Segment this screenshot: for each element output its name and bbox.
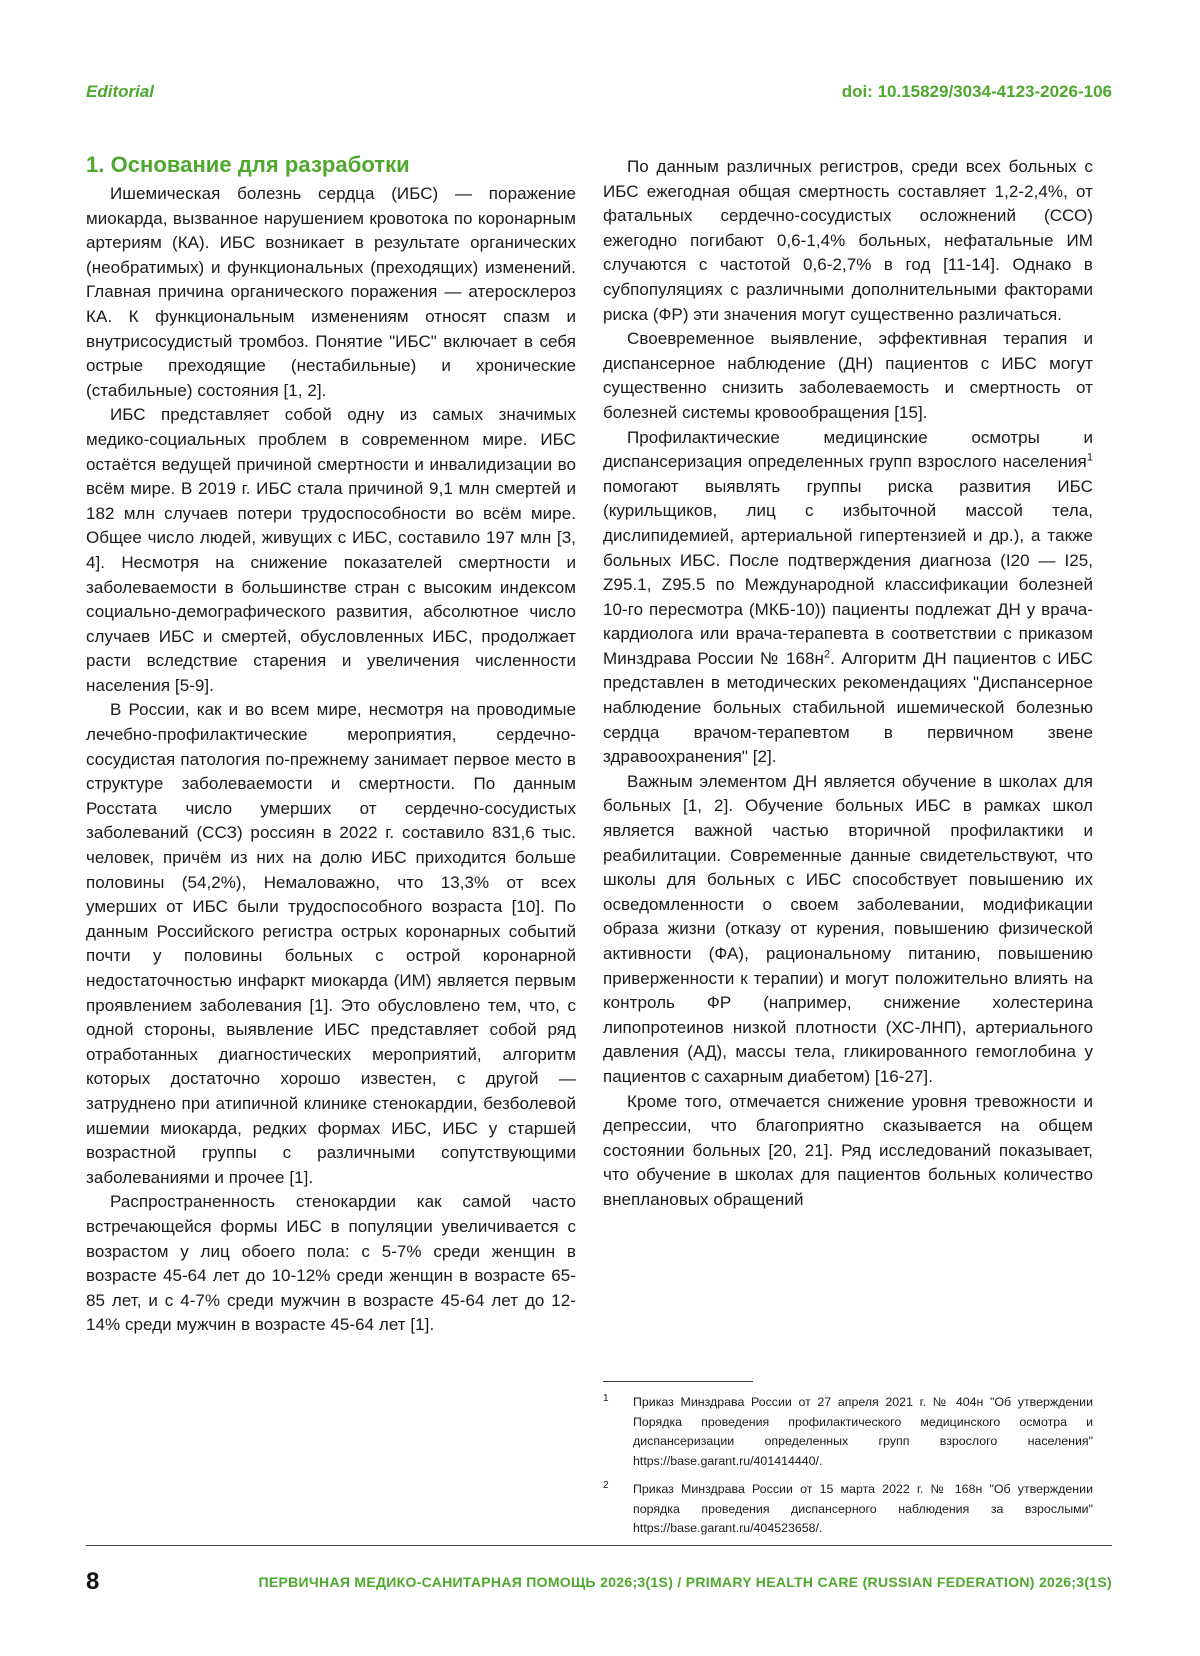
left-column [86,152,576,1338]
journal-title: ПЕРВИЧНАЯ МЕДИКО-САНИТАРНАЯ ПОМОЩЬ 2026;3(1S) / PRIMARY HEALTH CARE (RUSSIAN FEDERATION) 2026;3(1S) [258,1574,1112,1590]
paragraph: В России, как и во всем мире, несмотря на проводимые лечебно-профилактические мероприятия, сердечно-сосудистая патология по-прежнему занимает первое место в структуре заболеваемости и смертности. По данным Росстата число умерших от сердечно-сосудистых заболеваний (ССЗ) россиян в 2022 г. составило 831,6 тыс. человек, причём из них на долю ИБС приходится больше половины (54,2%), Немаловажно, что 13,3% от всех умерших от ИБС были трудоспособного возраста [10]. По данным Российского регистра острых коронарных событий почти у половины больных с острой коронарной недостаточностью инфаркт миокарда (ИМ) является первым проявлением заболевания [1]. Это обусловлено тем, что, с одной стороны, выявление ИБС представляет собой ряд отработанных диагностических мероприятий, алгоритм которых достаточно хорошо известен, с другой — затруднено при атипичной клинике стенокардии, безболевой ишемии миокарда, редких формах ИБС, ИБС у старшей возрастной группы с различными сопутствующими заболеваниями и прочее [1]. [86,700,576,1187]
paragraph: По данным различных регистров, среди всех больных с ИБС ежегодная общая смертность составляет 1,2-2,4%, от фатальных сердечно-сосудистых осложнений (ССО) ежегодно погибают 0,6-1,4% больных, нефатальные ИМ случаются с частотой 0,6-2,7% в год [11-14]. Однако в субпопуляциях с различными дополнительными факторами риска (ФР) эти значения могут существенно различаться. [603,157,1093,324]
paragraph: Кроме того, отмечается снижение уровня тревожности и депрессии, что благоприятно сказывается на общем состоянии больных [20, 21]. Ряд исследований показывает, что обучение в школах для пациентов больных количество внеплановых обращений [603,1091,1093,1209]
footnote-text: Приказ Минздрава России от 27 апреля 2021 г. № 404н "Об утверждении Порядка проведения профилактического медицинского осмотра и диспансеризации определенных групп взрослого населения" https://base.garant.ru/401414440/. [633,1395,1093,1468]
footnote-number: 1 [603,1393,609,1404]
footnotes [603,1393,1093,1548]
paragraph: Распространенность стенокардии как самой часто встречающейся формы ИБС в популяции увеличивается с возрастом у лиц обоего пола: с 5-7% среди женщин в возрасте 45-64 лет до 10-12% среди женщин в возрасте 65-85 лет, и с 4-7% среди мужчин в возрасте 45-64 лет до 12-14% среди мужчин в возрасте 45-64 лет [1]. [86,1192,576,1335]
footnote [603,1480,1093,1539]
footnote-number: 2 [603,1480,609,1491]
paragraph [603,426,1093,770]
text-run: Профилактические медицинские осмотры и диспансеризация определенных групп взрослого населения [603,427,1093,472]
text-run: . Алгоритм ДН пациентов с ИБС представлен в методических рекомендациях "Диспансерное наблюдение больных стабильной ишемической болезнью сердца врачом-терапевтом в первичном звене здравоохранения" [2]. [603,648,1093,767]
page-number: 8 [86,1568,100,1595]
footnote-text: Приказ Минздрава России от 15 марта 2022 г. № 168н "Об утверждении порядка проведения диспансерного наблюдения за взрослыми" https://base.garant.ru/404523658/. [633,1482,1093,1535]
section-heading: 1. Основание для разработки [86,152,410,177]
text-run: помогают выявлять группы риска развития ИБС (курильщиков, лиц с избыточной массой тела, дислипидемией, артериальной гипертензией и др.), а также больных ИБС. После подтверждения диагноза (I20 — I25, Z95.1, Z95.5 по Международной классификации болезней 10-го пересмотра (МКБ-10)) пациенты подлежат ДН у врача-кардиолога или врача-терапевта в соответствии с приказом Минздрава России № 168н [603,476,1093,668]
section-label: Editorial [86,82,155,101]
running-header [86,80,1112,104]
paragraph: Ишемическая болезнь сердца (ИБС) — поражение миокарда, вызванное нарушением кровотока по коронарным артериям (КА). ИБС возникает в результате органических (необратимых) и функциональных (преходящих) изменений. Главная причина органического поражения — атеросклероз КА. К функциональным изменениям относят спазм и внутрисосудистый тромбоз. Понятие "ИБС" включает в себя острые преходящие (нестабильные) и хронические (стабильные) состояния [1, 2]. [86,184,576,400]
paragraph: Важным элементом ДН является обучение в школах для больных [1, 2]. Обучение больных ИБС в рамках школ является важной частью вторичной профилактики и реабилитации. Современные данные свидетельствуют, что школы для больных с ИБС способствует повышению их осведомленности о своем заболевании, модификации образа жизни (отказу от курения, повышению физической активности (ФА), рациональному питанию, повышению приверженности к терапии) и могут положительно влиять на контроль ФР (например, снижение холестерина липопротеинов низкой плотности (ХС-ЛНП), артериального давления (АД), массы тела, гликированного гемоглобина у пациентов с сахарным диабетом) [16-27]. [603,771,1093,1086]
right-column [603,155,1093,1213]
footnote-ref[interactable]: 2 [823,648,831,661]
paragraph: ИБС представляет собой одну из самых значимых медико-социальных проблем в современном мире. ИБС остаётся ведущей причиной смертности и инвалидизации во всём мире. В 2019 г. ИБС стала причиной 9,1 млн смертей и 182 млн случаев потери трудоспособности во всём мире. Общее число людей, живущих с ИБС, составило 197 млн [3, 4]. Несмотря на снижение показателей смертности и заболеваемости в большинстве стран с высоким индексом социально-демографического развития, абсолютное число случаев ИБС и смертей, обусловленных ИБС, продолжает расти вследствие старения и увеличения численности населения [5-9]. [86,405,576,695]
footer-divider [86,1545,1112,1546]
footnote-divider [603,1381,753,1382]
paragraph: Своевременное выявление, эффективная терапия и диспансерное наблюдение (ДН) пациентов с ИБС могут существенно снизить заболеваемость и смертность от болезней системы кровообращения [15]. [603,329,1093,422]
footnote [603,1393,1093,1471]
doi-label: doi: 10.15829/3034-4123-2026-106 [841,82,1112,101]
footnote-ref[interactable]: 1 [1086,451,1093,464]
running-footer [86,1567,1112,1597]
